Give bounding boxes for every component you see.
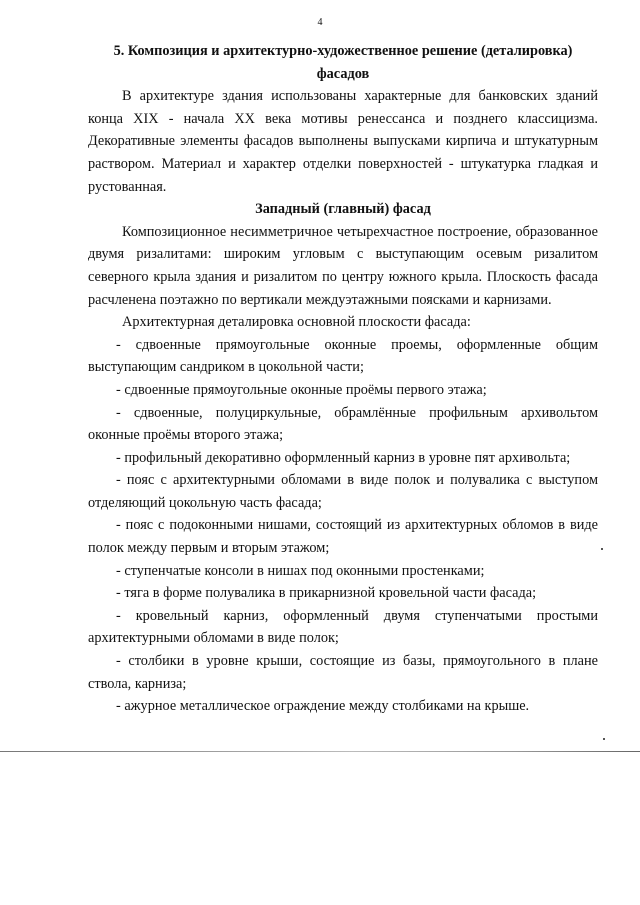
list-item: - сдвоенные прямоугольные оконные проемы, оформленные общим выступающим сандриком в цокольной части;: [88, 336, 598, 376]
scan-speck: [603, 738, 605, 740]
footer-rule: [0, 751, 640, 752]
list-item: - пояс с подоконными нишами, состоящий из архитектурных обломов в виде полок между первым и вторым этажом;: [88, 517, 598, 557]
list-item: - тяга в форме полувалика в прикарнизной кровельной части фасада;: [116, 585, 537, 602]
list-item: - столбики в уровне крыши, состоящие из базы, прямоугольного в плане ствола, карниза;: [88, 653, 598, 692]
scan-speck: [601, 548, 603, 550]
list-item: - сдвоенные прямоугольные оконные проёмы первого этажа;: [116, 381, 487, 398]
intro-paragraph: В архитектуре здания использованы характерные для банковских зданий конца XIX - начала XX века мотивы ренессанса и позднего классицизма. Декоративные элементы фасадов выполнены выпусками кирпича и штукатурным раствором. Материал и характер отделки поверхностей - штукатурка гладкая и рустованная.: [88, 88, 598, 195]
facade-subheading: Западный (главный) фасад: [255, 201, 431, 218]
list-item: - пояс с архитектурными обломами в виде полок и полувалика с выступом отделяющий цокольную часть фасада;: [88, 472, 598, 511]
list-item: - ажурное металлическое ограждение между столбиками на крыше.: [116, 698, 530, 715]
document-body: [88, 40, 598, 718]
section-title: 5. Композиция и архитектурно-художественное решение (деталировка) фасадов: [113, 43, 573, 82]
page-number: 4: [317, 17, 323, 28]
list-item: - профильный декоративно оформленный карниз в уровне пят архивольта;: [116, 449, 571, 466]
detail-list: [88, 334, 598, 718]
list-item: - кровельный карниз, оформленный двумя ступенчатыми простыми архитектурными обломами в виде полок;: [88, 607, 598, 647]
composition-paragraph: Композиционное несимметричное четырехчастное построение, образованное двумя ризалитами: широким угловым с выступающим осевым ризалитом северного крыла здания и ризалитом по центру южного крыла. Плоскость фасада расчленена поэтажно по вертикали междуэтажными поясками и карнизами.: [88, 223, 598, 308]
list-item: - сдвоенные, полуциркульные, обрамлённые профильным архивольтом оконные проёмы второго этажа;: [88, 404, 598, 444]
detail-intro: Архитектурная деталировка основной плоскости фасада:: [122, 314, 471, 331]
list-item: - ступенчатые консоли в нишах под оконными простенками;: [116, 562, 485, 579]
